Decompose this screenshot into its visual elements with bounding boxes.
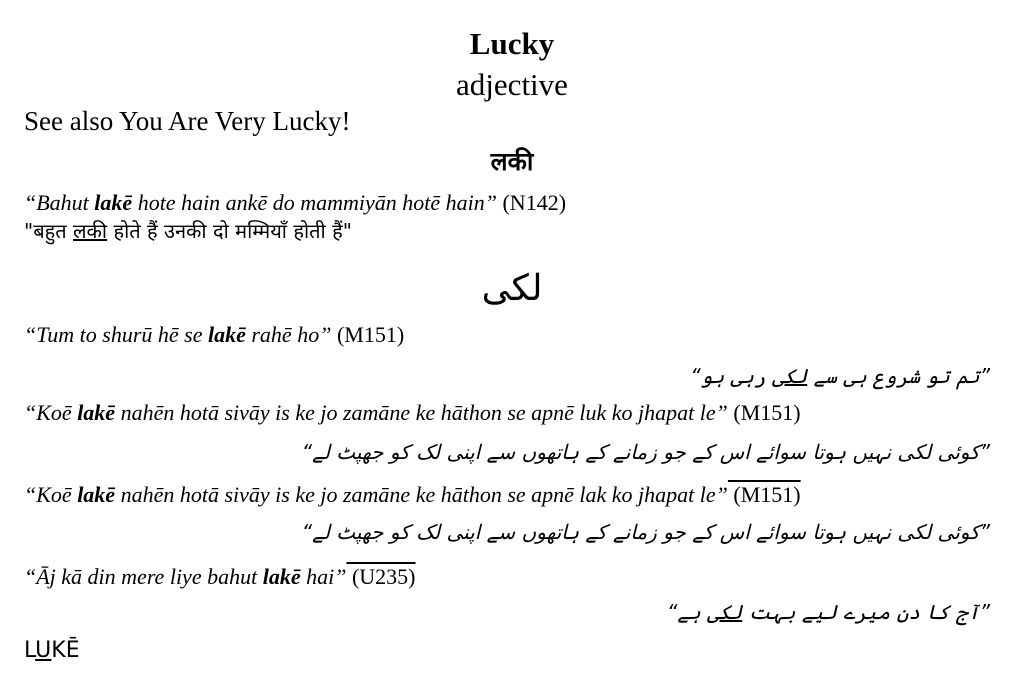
example-1-deva-post: होते हैं उनकी दो मम्मियाँ होती हैं" [107,219,352,243]
example-5-roman [24,564,416,590]
example-1-keyword: lakē [94,190,133,215]
example-4-roman [24,482,801,508]
example-2-post: rahē ho” [245,322,332,347]
example-2-pre: “Tum to shurū hē se [24,322,208,347]
example-1-post: hote hain ankē do mammiyān hotē hain” [132,190,497,215]
example-2-urdu-pre: ”تم تو شروع ہی سے [807,364,990,388]
example-2-urdu-post: رہی ہو“ [690,364,773,388]
example-2-keyword: lakē [207,322,246,347]
example-5-post: hai” [300,564,347,589]
example-4-keyword: lakē [77,482,116,507]
example-5-urdu-keyword: لکی [707,600,743,624]
example-4-post: nahēn hotā sivāy is ke jo zamāne ke hāthon se apnē lak ko jhapat le” [115,482,728,507]
hindi-heading: लकी [490,147,534,176]
example-1-roman [24,190,566,216]
example-4-urdu: ”کوئی لکی نہیں ہوتا سوائے اس کے جو زمانے کے ہاتھوں سے اپنی لک کو جھپٹ لے“ [301,520,990,544]
example-1-deva-pre: "बहुत [24,219,73,243]
part-of-speech: adjective [456,67,568,102]
example-2-urdu [690,364,990,388]
next-entry-underlined: U [35,638,52,663]
example-3-roman [24,400,801,426]
example-3-source: (M151) [727,400,801,425]
headword-title: Lucky [469,26,555,61]
next-entry-heading [24,638,80,663]
example-5-pre: “Āj kā din mere liye bahut [24,564,263,589]
example-1-pre: “Bahut [24,190,95,215]
example-5-urdu-pre: ”آج کا دن میرے لیے بہت [742,600,990,624]
example-5-keyword: lakē [262,564,301,589]
urdu-heading: لکی [481,268,543,309]
example-3-post: nahēn hotā sivāy is ke jo zamāne ke hāthon se apnē luk ko jhapat le” [115,400,728,425]
example-1-deva-keyword: लकी [73,219,108,243]
example-2-urdu-keyword: لکی [772,364,808,388]
example-5-source: (U235) [346,564,416,589]
example-3-urdu: ”کوئی لکی نہیں ہوتا سوائے اس کے جو زمانے کے ہاتھوں سے اپنی لک کو جھپٹ لے“ [301,440,990,464]
example-4-pre: “Koē [24,482,78,507]
example-4-source: (M151) [727,482,801,507]
example-5-urdu-post: ہے“ [666,600,708,624]
example-3-keyword: lakē [77,400,116,425]
next-entry-pre: L [24,638,36,663]
example-2-source: (M151) [331,322,405,347]
example-2-roman [24,322,404,348]
next-entry-post: KĒ [51,638,80,663]
example-1-devanagari [24,217,352,244]
example-3-pre: “Koē [24,400,78,425]
example-5-urdu [667,600,990,624]
example-1-source: (N142) [496,190,567,215]
see-also-line: See also You Are Very Lucky! [24,106,351,136]
